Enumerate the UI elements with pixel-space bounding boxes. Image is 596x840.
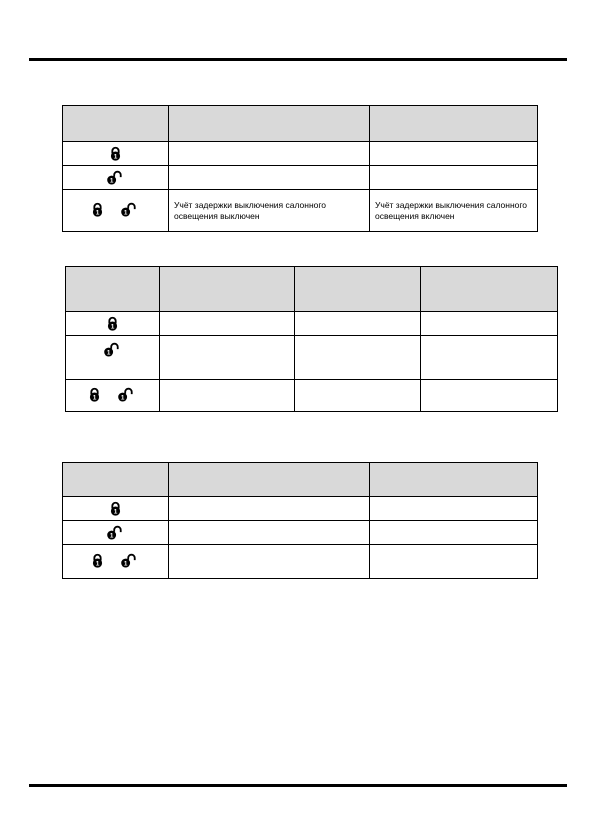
mode-cell bbox=[63, 521, 169, 545]
table-3 bbox=[62, 462, 538, 579]
padlock-unlocked-icon bbox=[103, 342, 123, 357]
padlock-unlocked-icon bbox=[106, 170, 126, 185]
mode-cell bbox=[66, 380, 160, 412]
table-cell bbox=[169, 521, 370, 545]
table-row bbox=[63, 142, 538, 166]
padlock-locked-icon bbox=[109, 501, 122, 516]
header-cell bbox=[370, 463, 538, 497]
header-cell bbox=[66, 267, 160, 312]
table-cell bbox=[295, 380, 421, 412]
table-row bbox=[63, 521, 538, 545]
mode-cell bbox=[63, 142, 169, 166]
footer-rule bbox=[29, 784, 567, 787]
header-cell bbox=[295, 267, 421, 312]
table-cell bbox=[370, 497, 538, 521]
table-cell bbox=[160, 312, 295, 336]
table-header-row bbox=[66, 267, 558, 312]
padlock-unlocked-icon bbox=[120, 202, 140, 217]
mode-cell bbox=[63, 545, 169, 579]
mode-cell bbox=[66, 312, 160, 336]
mode-cell bbox=[63, 190, 169, 232]
header-cell bbox=[169, 463, 370, 497]
padlock-locked-icon bbox=[109, 146, 122, 161]
table-cell bbox=[370, 166, 538, 190]
table-cell bbox=[169, 142, 370, 166]
table-header-row bbox=[63, 106, 538, 142]
table-cell bbox=[370, 545, 538, 579]
table-1 bbox=[62, 105, 538, 232]
mode-cell bbox=[63, 166, 169, 190]
header-cell bbox=[160, 267, 295, 312]
mode-cell bbox=[63, 497, 169, 521]
table-cell bbox=[169, 545, 370, 579]
padlock-locked-icon bbox=[91, 553, 104, 568]
padlock-unlocked-icon bbox=[106, 525, 126, 540]
table-row bbox=[63, 190, 538, 232]
header-cell bbox=[421, 267, 558, 312]
table-cell: Учёт задержки выключения салонного освещения выключен bbox=[169, 190, 370, 232]
table-cell bbox=[421, 380, 558, 412]
header-rule bbox=[29, 58, 567, 61]
table-row bbox=[66, 312, 558, 336]
table-cell bbox=[370, 142, 538, 166]
table-cell bbox=[295, 312, 421, 336]
table-cell bbox=[160, 336, 295, 380]
table-cell bbox=[295, 336, 421, 380]
table-header-row bbox=[63, 463, 538, 497]
header-cell bbox=[169, 106, 370, 142]
table-row bbox=[66, 336, 558, 380]
table-row bbox=[63, 497, 538, 521]
table-row bbox=[66, 380, 558, 412]
mode-cell bbox=[66, 336, 160, 380]
table-cell bbox=[169, 166, 370, 190]
table-cell bbox=[421, 336, 558, 380]
padlock-locked-icon bbox=[91, 202, 104, 217]
padlock-unlocked-icon bbox=[120, 553, 140, 568]
header-cell bbox=[370, 106, 538, 142]
table-cell bbox=[421, 312, 558, 336]
padlock-locked-icon bbox=[88, 387, 101, 402]
table-cell bbox=[160, 380, 295, 412]
table-cell: Учёт задержки выключения салонного освещения включен bbox=[370, 190, 538, 232]
padlock-unlocked-icon bbox=[117, 387, 137, 402]
table-row bbox=[63, 166, 538, 190]
header-cell bbox=[63, 463, 169, 497]
table-2 bbox=[65, 266, 558, 412]
table-row bbox=[63, 545, 538, 579]
header-cell bbox=[63, 106, 169, 142]
table-cell bbox=[370, 521, 538, 545]
padlock-locked-icon bbox=[106, 316, 119, 331]
table-cell bbox=[169, 497, 370, 521]
